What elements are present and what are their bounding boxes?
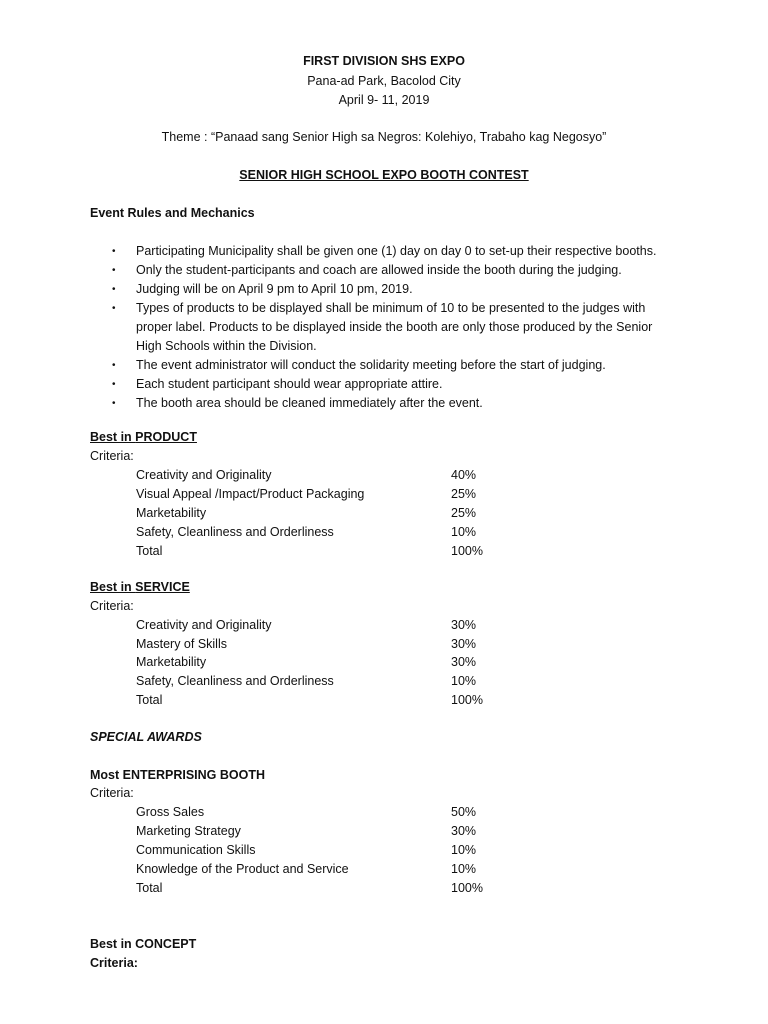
concept-heading: Best in CONCEPT <box>90 937 197 951</box>
criteria-percent: 25% <box>451 506 477 520</box>
rule-text: Types of products to be displayed shall be minimum of 10 to be presented to the judges with proper label. Products to be displayed inside the booth are only those produced by the Senior High Schools within the Division. <box>136 301 653 353</box>
product-criteria-label: Criteria: <box>90 449 134 463</box>
product-heading <box>90 430 197 445</box>
criteria-name: Total <box>136 881 163 895</box>
criteria-percent: 30% <box>451 618 477 632</box>
criteria-row <box>136 862 496 881</box>
criteria-row <box>136 487 496 506</box>
bullet-icon: • <box>112 398 116 409</box>
concept-criteria-label: Criteria: <box>90 956 138 970</box>
criteria-name: Gross Sales <box>136 805 205 819</box>
criteria-name: Safety, Cleanliness and Orderliness <box>136 525 334 539</box>
rules-heading: Event Rules and Mechanics <box>90 206 255 220</box>
enterprising-heading: Most ENTERPRISING BOOTH <box>90 768 266 782</box>
event-theme: Theme : “Panaad sang Senior High sa Negros: Kolehiyo, Trabaho kag Negosyo” <box>161 130 607 144</box>
rule-item <box>112 280 672 299</box>
bullet-icon: • <box>112 246 116 257</box>
service-heading-main: SERVICE <box>135 580 190 594</box>
rule-item <box>112 261 672 280</box>
service-heading-prefix: Best in <box>90 580 136 594</box>
rule-text: The event administrator will conduct the solidarity meeting before the start of judging. <box>136 358 606 372</box>
criteria-percent: 100% <box>451 693 483 707</box>
criteria-row <box>136 824 496 843</box>
rule-text: The booth area should be cleaned immediately after the event. <box>136 396 483 410</box>
criteria-name: Total <box>136 544 163 558</box>
criteria-percent: 10% <box>451 674 477 688</box>
criteria-name: Mastery of Skills <box>136 637 227 651</box>
criteria-name: Visual Appeal /Impact/Product Packaging <box>136 487 365 501</box>
criteria-percent: 30% <box>451 824 477 838</box>
criteria-row <box>136 655 496 674</box>
criteria-name: Marketing Strategy <box>136 824 241 838</box>
criteria-percent: 10% <box>451 525 477 539</box>
criteria-row <box>136 637 496 656</box>
criteria-name: Marketability <box>136 506 207 520</box>
product-heading-prefix: Best in <box>90 430 136 444</box>
special-awards-heading: SPECIAL AWARDS <box>90 730 202 744</box>
rule-item <box>112 375 672 394</box>
criteria-row <box>136 468 496 487</box>
rule-text: Only the student-participants and coach are allowed inside the booth during the judging. <box>136 263 622 277</box>
bullet-icon: • <box>112 284 116 295</box>
contest-title: SENIOR HIGH SCHOOL EXPO BOOTH CONTEST <box>239 168 529 182</box>
criteria-percent: 10% <box>451 843 477 857</box>
enterprising-criteria-label: Criteria: <box>90 786 134 800</box>
rule-text: Participating Municipality shall be given one (1) day on day 0 to set-up their respective booths. <box>136 244 657 258</box>
criteria-name: Safety, Cleanliness and Orderliness <box>136 674 334 688</box>
bullet-icon: • <box>112 265 116 276</box>
criteria-percent: 30% <box>451 637 477 651</box>
service-heading <box>90 580 190 595</box>
rule-item <box>112 242 672 261</box>
bullet-icon: • <box>112 379 116 390</box>
criteria-percent: 40% <box>451 468 477 482</box>
criteria-percent: 50% <box>451 805 477 819</box>
criteria-total-row <box>136 881 496 900</box>
criteria-percent: 100% <box>451 881 483 895</box>
criteria-percent: 10% <box>451 862 477 876</box>
bullet-icon: • <box>112 360 116 371</box>
criteria-percent: 100% <box>451 544 483 558</box>
criteria-row <box>136 843 496 862</box>
criteria-row <box>136 805 496 824</box>
service-criteria-label: Criteria: <box>90 599 134 613</box>
criteria-row <box>136 618 496 637</box>
criteria-name: Knowledge of the Product and Service <box>136 862 349 876</box>
rule-item <box>112 299 672 356</box>
criteria-row <box>136 525 496 544</box>
event-venue: Pana-ad Park, Bacolod City <box>307 74 461 88</box>
criteria-total-row <box>136 544 496 563</box>
rule-item <box>112 356 672 375</box>
rule-text: Each student participant should wear appropriate attire. <box>136 377 443 391</box>
criteria-name: Creativity and Originality <box>136 468 272 482</box>
criteria-percent: 30% <box>451 655 477 669</box>
rule-text: Judging will be on April 9 pm to April 10 pm, 2019. <box>136 282 413 296</box>
bullet-icon: • <box>112 303 116 314</box>
criteria-name: Marketability <box>136 655 207 669</box>
rule-item <box>112 394 672 413</box>
criteria-name: Total <box>136 693 163 707</box>
criteria-name: Creativity and Originality <box>136 618 272 632</box>
criteria-name: Communication Skills <box>136 843 256 857</box>
event-dates: April 9- 11, 2019 <box>338 93 430 107</box>
criteria-row <box>136 674 496 693</box>
criteria-percent: 25% <box>451 487 477 501</box>
product-heading-main: PRODUCT <box>135 430 197 444</box>
event-title: FIRST DIVISION SHS EXPO <box>303 54 465 68</box>
criteria-total-row <box>136 693 496 712</box>
criteria-row <box>136 506 496 525</box>
rules-list <box>112 242 672 413</box>
